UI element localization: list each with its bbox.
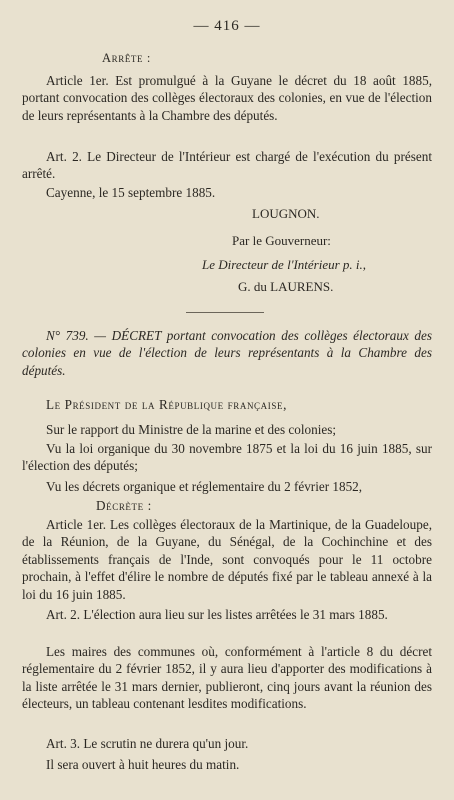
arrete-article-2: Art. 2. Le Directeur de l'Intérieur est chargé de l'exécution du présent arrêté. (22, 149, 432, 182)
decret-article-3: Art. 3. Le scrutin ne durera qu'un jour. (46, 736, 249, 751)
page-number: — 416 — (193, 18, 261, 34)
section-divider (186, 312, 264, 313)
decret-article-2: Art. 2. L'élection aura lieu sur les listes arrêtées le 31 mars 1885. (46, 607, 388, 622)
directeur-name: G. du LAURENS. (238, 279, 334, 294)
directeur-title: Le Directeur de l'Intérieur p. i., (202, 257, 367, 272)
decret-vu-2: Vu les décrets organique et réglementaire du 2 février 1852, (46, 479, 363, 494)
arrete-date: Cayenne, le 15 septembre 1885. (46, 185, 216, 200)
decret-article-1: Article 1er. Les collèges électoraux de la Martinique, de la Guadeloupe, de la Réunion, de la Guyane, du Sénégal, de la Cochinchine et des établissements français de l'Inde, sont convoqués pour le 11 octobre prochain, à l'effet d'élire le nombre de députés fixé par le tableau annexé à la loi du 16 juin 1885. (22, 517, 432, 602)
decret-title: N° 739. — DÉCRET portant convocation des collèges électoraux des colonies en vue de l'élection de leurs représentants à la Chambre des députés. (22, 328, 432, 378)
decret-maires: Les maires des communes où, conformément à l'article 8 du décret réglementaire du 2 février 1852, il y aura lieu d'apporter des modifications à la liste arrêtée le 31 mars dernier, publieront, cinq jours avant la réunion des électeurs, un tableau contenant lesdites modifications. (22, 644, 432, 712)
decret-president: Le Président de la République française, (46, 397, 287, 412)
par-le-gouverneur: Par le Gouverneur: (232, 233, 331, 248)
decret-ouvert: Il sera ouvert à huit heures du matin. (46, 757, 240, 772)
decret-vu-1: Vu la loi organique du 30 novembre 1875 et la loi du 16 juin 1885, sur l'élection des députés; (22, 441, 432, 474)
signer-name: LOUGNON. (252, 206, 320, 221)
arrete-article-1: Article 1er. Est promulgué à la Guyane le décret du 18 août 1885, portant convocation des collèges électoraux des colonies, en vue de l'élection de leurs représentants à la Chambre des députés. (22, 73, 432, 123)
decret-rapport: Sur le rapport du Ministre de la marine et des colonies; (46, 422, 337, 437)
arrete-heading: Arrête : (102, 51, 151, 65)
decret-decrete: Décrète : (96, 498, 152, 513)
